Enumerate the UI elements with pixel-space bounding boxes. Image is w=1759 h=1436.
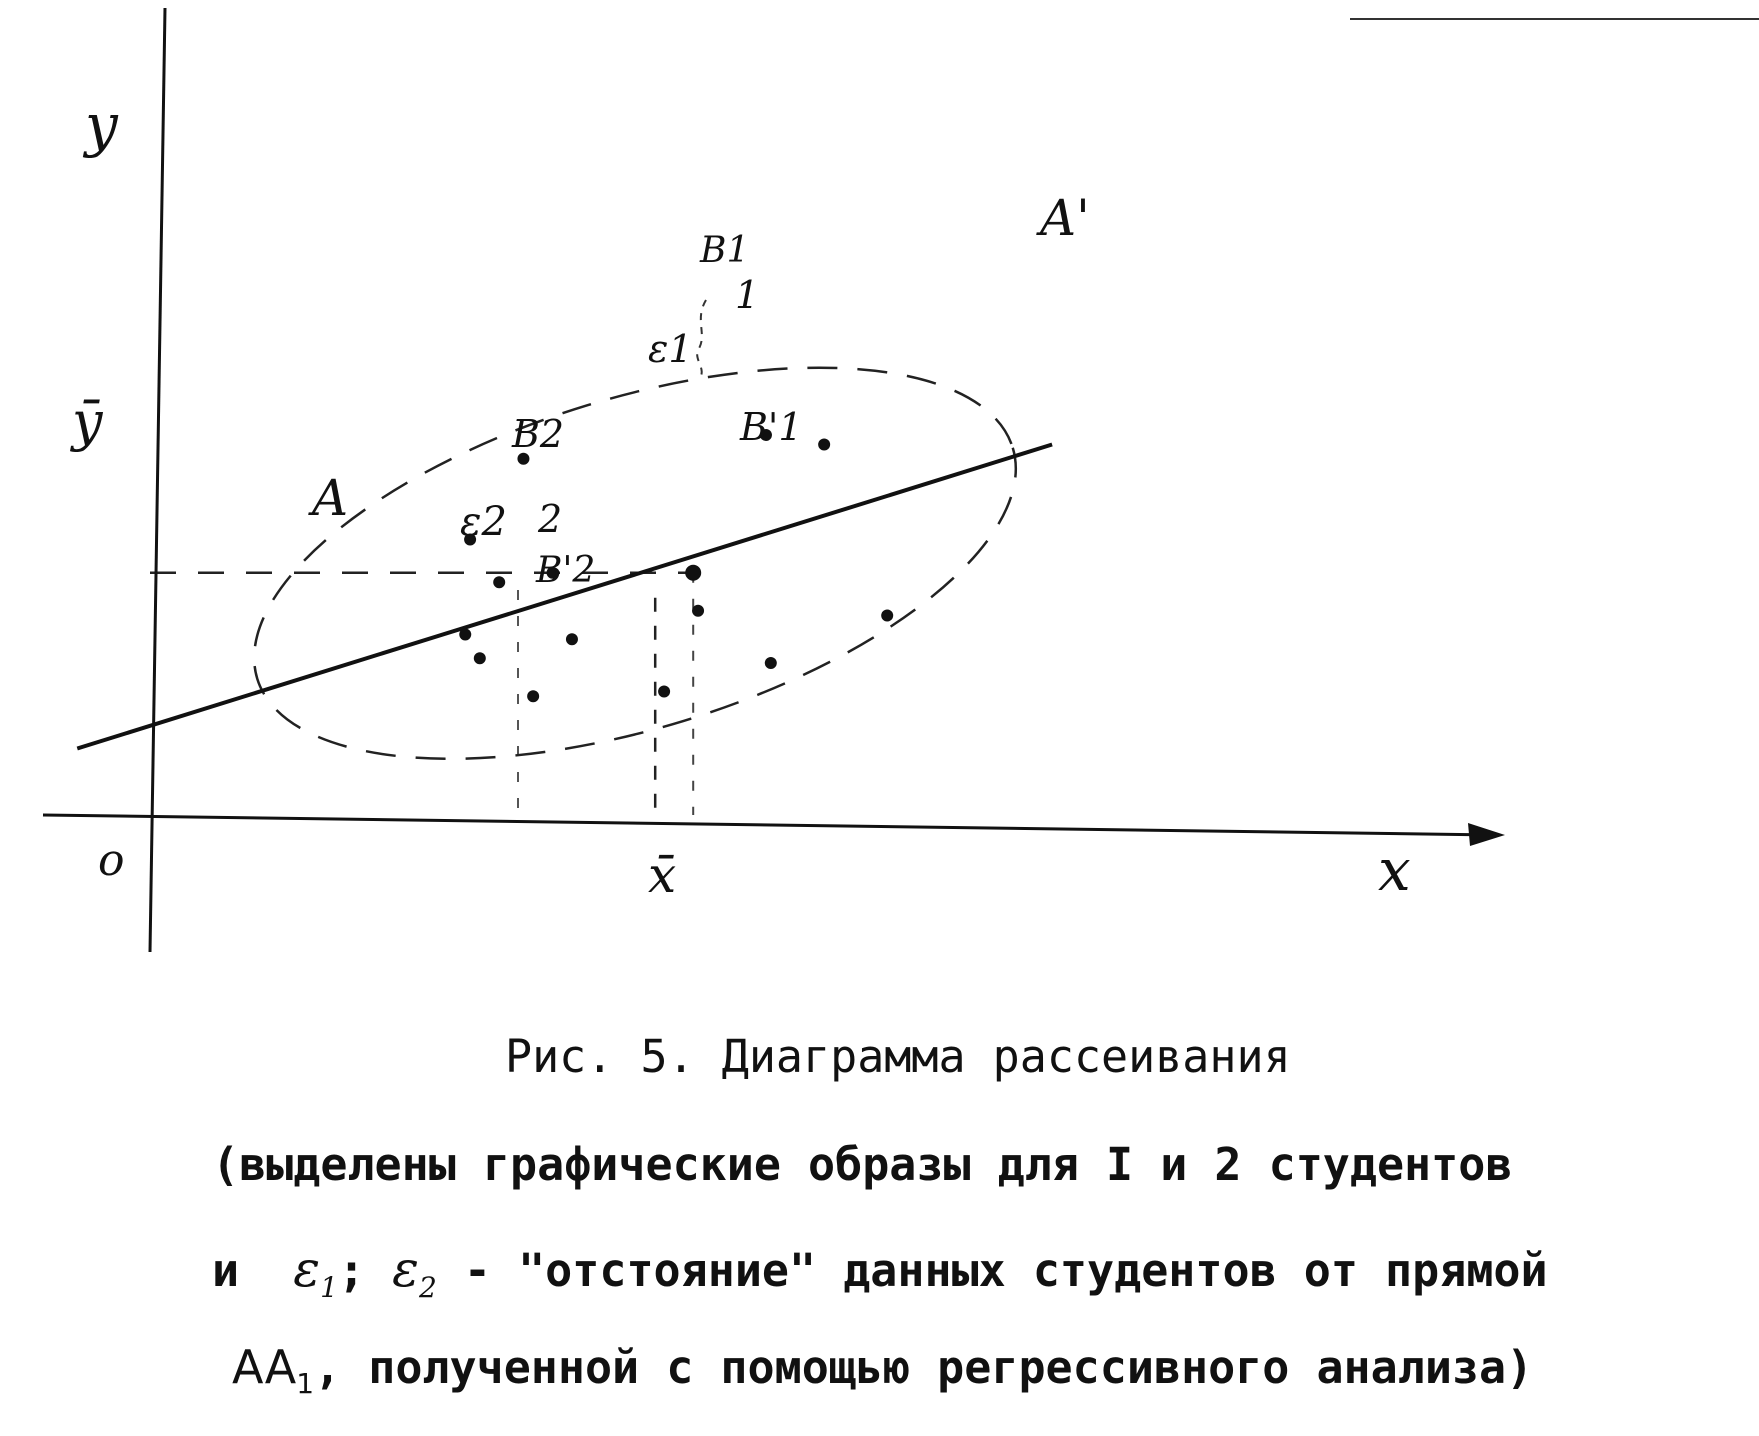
mean-point [685,565,701,581]
data-points [459,429,893,702]
caption-line-3-text: - "отстояние" данных студентов от прямой [463,1244,1548,1297]
mean-y-label: ȳ [72,390,103,453]
point-label-1: 1 [735,273,760,317]
point-label-b2-prime: B'2 [536,550,596,591]
data-point [493,576,505,588]
regression-line [77,445,1052,749]
origin-label: o [98,835,125,886]
caption-epsilon-2: $\varepsilon_2$ [392,1240,437,1304]
scatter-ellipse [209,290,1061,837]
caption-title: Рис. 5. Диаграмма рассеивания [505,1030,1291,1083]
data-point [527,690,539,702]
axes [43,8,1505,952]
mean-x-label: x̄ [648,846,677,904]
data-point [474,652,486,664]
x-axis-label: x [1378,836,1411,904]
line-start-label: A [312,469,349,527]
caption-line-aa: $AA_1$ [232,1340,315,1401]
eps1-bracket [697,300,706,378]
caption-line-3 [212,1240,1548,1304]
point-label-b2: B2 [512,412,565,456]
point-label-eps2: ε2 [460,499,507,545]
data-point [658,686,670,698]
data-point [566,633,578,645]
y-axis-line [150,8,165,952]
caption-line-2: (выделены графические образы для I и 2 студентов [212,1138,1513,1191]
caption-line-4-text: , полученной с помощью регрессивного анализа) [314,1341,1534,1394]
caption-conj: и [212,1244,240,1297]
y-axis-label: y [85,91,118,159]
line-end-label: A' [1040,189,1090,247]
point-label-eps1: ε1 [648,327,693,371]
x-axis-arrow [1468,823,1505,846]
caption-separator: ; [337,1244,366,1297]
caption-line-4 [232,1340,1533,1400]
point-label-student-2: 2 [538,497,563,541]
caption-epsilon-1: $\varepsilon_1$ [293,1240,338,1304]
point-label-b1: B1 [700,230,750,271]
chart-labels [70,91,1411,904]
data-point [765,657,777,669]
data-point [818,439,830,451]
regression-line-group [77,445,1052,749]
scatter-ellipse-outline [209,290,1061,837]
data-point [692,605,704,617]
point-label-b1-prime: B'1 [740,405,803,449]
data-point [881,610,893,622]
data-point [459,629,471,641]
x-axis-line [43,815,1495,835]
